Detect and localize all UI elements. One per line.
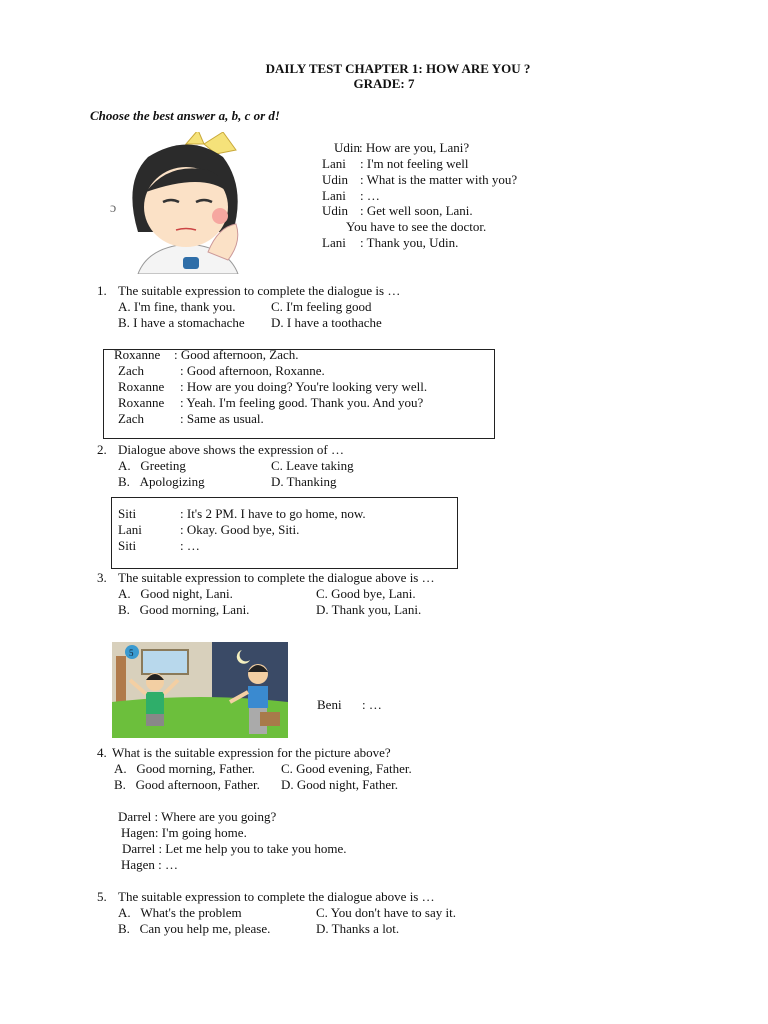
dialogue-line: : Yeah. I'm feeling good. Thank you. And you? — [180, 395, 424, 410]
dialogue-line: : … — [360, 188, 380, 203]
option-text: Thank you, Lani. — [331, 602, 422, 617]
sick-girl-illustration — [108, 132, 260, 274]
option-d[interactable] — [271, 474, 336, 490]
dialogue-line: : Good afternoon, Zach. — [174, 347, 299, 362]
dialogue-speaker: Roxanne — [114, 347, 161, 362]
option-a[interactable] — [118, 458, 186, 474]
option-text: Greeting — [140, 458, 186, 473]
option-d[interactable] — [316, 921, 399, 937]
option-text: Good morning, Father. — [136, 761, 255, 776]
option-text: Good morning, Lani. — [139, 602, 250, 617]
option-text: Thanks a lot. — [331, 921, 400, 936]
dialogue-line: : Thank you, Udin. — [360, 235, 459, 250]
question-text: What is the suitable expression for the picture above? — [112, 745, 391, 760]
question-number: 3. — [97, 570, 107, 585]
picture-number: 5 — [129, 648, 134, 658]
option-letter: C. — [316, 905, 328, 920]
question-number: 5. — [97, 889, 107, 904]
dialogue-line: You have to see the doctor. — [346, 219, 487, 234]
option-b[interactable] — [118, 315, 245, 331]
dialogue-speaker: Lani — [322, 188, 346, 203]
option-b[interactable] — [118, 602, 249, 618]
option-text: Thanking — [286, 474, 337, 489]
option-b[interactable] — [114, 777, 260, 793]
option-d[interactable] — [316, 602, 421, 618]
question-text: The suitable expression to complete the dialogue above is … — [118, 889, 435, 904]
dialogue-line: : Get well soon, Lani. — [360, 203, 473, 218]
father-son-evening-illustration — [112, 642, 288, 738]
dialogue-speaker: Roxanne — [118, 379, 165, 394]
option-letter: B. — [118, 921, 130, 936]
option-letter: B. — [114, 777, 126, 792]
option-text: You don't have to say it. — [330, 905, 456, 920]
option-text: I'm fine, thank you. — [133, 299, 236, 314]
dialogue-line: Hagen: I'm going home. — [121, 825, 247, 840]
option-letter: A. — [118, 458, 131, 473]
option-letter: D. — [316, 921, 329, 936]
dialogue-line: : What is the matter with you? — [360, 172, 518, 187]
dialogue-line: : Good afternoon, Roxanne. — [180, 363, 325, 378]
option-text: I have a toothache — [286, 315, 382, 330]
option-a[interactable] — [118, 586, 233, 602]
dialogue-line: : … — [362, 697, 382, 712]
option-letter: A. — [118, 299, 131, 314]
option-c[interactable] — [271, 458, 354, 474]
option-text: Good night, Lani. — [140, 586, 233, 601]
dialogue-line: Darrel : Where are you going? — [118, 809, 277, 824]
option-letter: C. — [281, 761, 293, 776]
dialogue-speaker: Zach — [118, 411, 144, 426]
option-a[interactable] — [114, 761, 255, 777]
option-text: Good bye, Lani. — [331, 586, 416, 601]
option-c[interactable] — [271, 299, 372, 315]
dialogue-speaker: Lani — [118, 522, 142, 537]
dialogue-line: Darrel : Let me help you to take you home. — [122, 841, 347, 856]
option-text: Leave taking — [286, 458, 354, 473]
question-text: The suitable expression to complete the dialogue above is … — [118, 570, 435, 585]
option-text: Can you help me, please. — [139, 921, 271, 936]
option-letter: C. — [316, 586, 328, 601]
dialogue-speaker: Siti — [118, 538, 137, 553]
dialogue-line: Hagen : … — [121, 857, 179, 872]
dialogue-line: : How are you doing? You're looking very well. — [180, 379, 428, 394]
option-d[interactable] — [281, 777, 398, 793]
option-letter: D. — [271, 315, 284, 330]
question-number: 2. — [97, 442, 107, 457]
dialogue-speaker: Beni — [317, 697, 342, 712]
option-letter: B. — [118, 602, 130, 617]
dialogue-speaker: Siti — [118, 506, 137, 521]
dialogue-line: : Same as usual. — [180, 411, 264, 426]
option-b[interactable] — [118, 921, 270, 937]
option-a[interactable] — [118, 905, 242, 921]
option-text: I have a stomachache — [133, 315, 245, 330]
option-text: Apologizing — [139, 474, 205, 489]
option-c[interactable] — [316, 905, 456, 921]
option-letter: C. — [271, 299, 283, 314]
dialogue-line: : It's 2 PM. I have to go home, now. — [180, 506, 366, 521]
dialogue-line: : … — [180, 538, 200, 553]
option-text: Good afternoon, Father. — [135, 777, 260, 792]
option-c[interactable] — [316, 586, 416, 602]
dialogue-speaker: Zach — [118, 363, 144, 378]
svg-text:ɔ: ɔ — [110, 201, 117, 216]
option-letter: D. — [271, 474, 284, 489]
question-number: 4. — [97, 745, 107, 760]
dialogue-line: : I'm not feeling well — [360, 156, 469, 171]
option-letter: D. — [316, 602, 329, 617]
dialogue-speaker: Lani — [322, 235, 346, 250]
question-text: Dialogue above shows the expression of … — [118, 442, 345, 457]
option-letter: B. — [118, 474, 130, 489]
option-text: Good evening, Father. — [296, 761, 412, 776]
grade-label: GRADE: 7 — [353, 76, 415, 91]
dialogue-line: : How are you, Lani? — [359, 140, 470, 155]
option-letter: A. — [118, 586, 131, 601]
question-text: The suitable expression to complete the dialogue is … — [118, 283, 401, 298]
dialogue-speaker: Udin — [322, 172, 348, 187]
option-c[interactable] — [281, 761, 412, 777]
option-letter: C. — [271, 458, 283, 473]
option-letter: A. — [114, 761, 127, 776]
option-letter: A. — [118, 905, 131, 920]
option-text: I'm feeling good — [286, 299, 372, 314]
option-a[interactable] — [118, 299, 236, 315]
option-b[interactable] — [118, 474, 205, 490]
page-title: DAILY TEST CHAPTER 1: HOW ARE YOU ? — [265, 61, 531, 76]
instruction: Choose the best answer a, b, c or d! — [90, 108, 280, 123]
question-number: 1. — [97, 283, 107, 298]
dialogue-line: : Okay. Good bye, Siti. — [180, 522, 300, 537]
dialogue-speaker: Lani — [322, 156, 346, 171]
dialogue-speaker: Udin — [322, 203, 348, 218]
dialogue-speaker: Roxanne — [118, 395, 165, 410]
option-letter: D. — [281, 777, 294, 792]
option-text: What's the problem — [140, 905, 242, 920]
option-letter: B. — [118, 315, 130, 330]
option-d[interactable] — [271, 315, 382, 331]
option-text: Good night, Father. — [296, 777, 398, 792]
dialogue-speaker: Udin — [334, 140, 360, 155]
